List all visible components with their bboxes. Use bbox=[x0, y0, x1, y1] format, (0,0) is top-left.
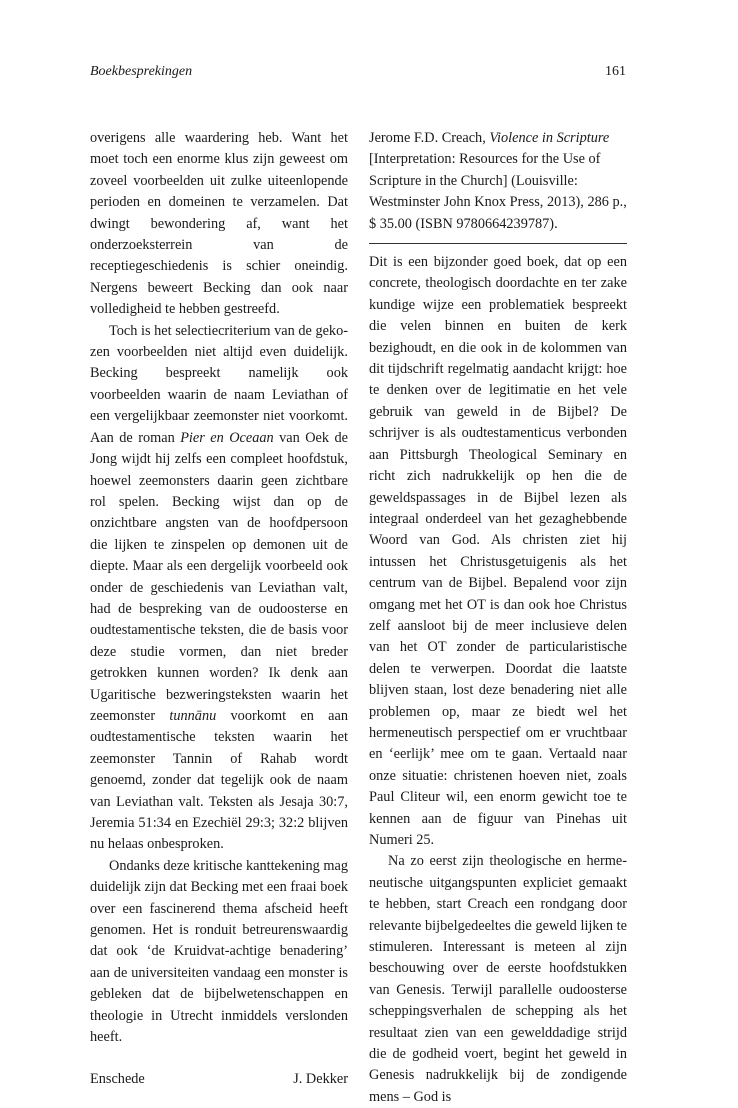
text-run: van Oek de Jong wijdt hij zelfs een compleet hoofdstuk, hoewel zeemonsters daarin geen zichtbare rol spelen. Becking wijst dan op de onzichtbare angsten van de hoofdpersoon die lijken te zinspelen op demonen uit de diepte. Maar als een dergelijk voorbeeld ook onder de geschiedenis van Leviathan valt, had de bespreking van de oudoosterse en oudtestamentische teksten, die de basis voor deze studie vormen, dan niet breder getrokken kunnen worden? Ik denk aan Ugaritische bezweringsteksten waarin het zeemonster bbox=[90, 429, 349, 724]
citation-details: [Interpretation: Resources for the Use of Scripture in the Church] (Louisville: Westminster John Knox Press, 2013), 286 p., $ 35.00 (ISBN 9780664239787). bbox=[369, 151, 627, 232]
section-title: Boekbesprekingen bbox=[90, 64, 193, 79]
term: tunnānu bbox=[169, 707, 217, 724]
reviewer: J. Dekker bbox=[293, 1071, 348, 1088]
citation-author: Jerome F.D. Creach, bbox=[369, 130, 490, 146]
paragraph: overigens alle waardering heb. Want het moet toch een enorme klus zijn geweest om zoveel voorbeelden uit zulke uiteenlopende perioden en domeinen te verzamelen. Dat dwingt bewondering af, want het onderzoeksterrein van de receptiegeschiedenis is schier oneindig. Nergens beweert Becking dan ook naar volledigheid te hebben gestreefd. bbox=[90, 130, 348, 318]
running-head bbox=[90, 64, 626, 80]
paragraph bbox=[90, 321, 348, 856]
text-run: voorkomt en aan oudtestamentische teksten waarin het zeemonster Tannin of Rahab wordt genoemd, zonder dat tegelijk ook de naam van Leviathan valt. Teksten als Jesaja 30:7, Jeremia 51:34 en Ezechiël 29:3; 32:2 blijven nu helaas onbesproken. bbox=[90, 707, 348, 853]
paragraph: Dit is een bijzonder goed boek, dat op een concrete, theologisch doordachte en ter zake kundige wijze een problematiek bespreekt die velen binnen en buiten de kerk bezighoudt, en die ook in de kolommen van dit tijdschrift regelmatig aandacht krijgt: hoe te denken over de legitimatie en het vele gebruik van geweld in de Bijbel? De schrijver is als oudtestamenticus verbonden aan Pittsburgh Theological Seminary en richt zich nadrukkelijk op hen die de geweldspassages in de Bijbel lezen als integraal onderdeel van het gezaghebbende Woord van God. Als christen ziet hij intussen het Christusgetuigenis als het centrum van de Bijbel. Bepalend voor zijn omgang met het OT is dan ook hoe Christus zelf aansloot bij de meer inclusieve delen van het OT zonder de particularistische delen te verwerpen. Doordat die laatste blijven staan, lost deze benadering niet alle problemen op, maar ze biedt wel het hermeneutisch perspectief om er vruchtbaar en ‘eerlijk’ mee om te gaan. Vertaald naar onze situatie: christenen hoeven niet, zoals Paul Cliteur wil, een enorm gewicht toe te kennen aan de figuur van Pinehas uit Numeri 25. bbox=[369, 254, 627, 848]
citation-title: Violence in Scripture bbox=[489, 130, 610, 146]
book-title: Pier en Oceaan bbox=[180, 429, 274, 446]
place: Enschede bbox=[90, 1071, 145, 1088]
paragraph: Ondanks deze kritische kanttekening mag duidelijk zijn dat Becking met een fraai boek over een fascinerend thema afscheid heeft genomen. Het is ronduit betreurenswaardig dat ook ‘de Kruidvat-achtige benadering’ aan de universiteiten vandaag een monster is gebleken dat de bijbelwetenschappen en theologie in Utrecht inmiddels verslonden heeft. bbox=[90, 857, 348, 1046]
left-column bbox=[90, 128, 348, 1091]
text-run: Toch is het selectiecriterium van de gekozen voorbeelden niet altijd even duidelijk. Becking bespreekt namelijk ook voorbeelden waarin de naam Leviathan of een vergelijkbaar zeemonster niet voorkomt. Aan de roman bbox=[90, 322, 348, 446]
page-number: 161 bbox=[605, 64, 626, 79]
signature bbox=[90, 1069, 348, 1090]
right-column bbox=[369, 128, 627, 1108]
paragraph: Na zo eerst zijn theologische en hermeneutische uitgangspunten expliciet gemaakt te hebben, start Creach een rondgang door relevante bijbelgedeeltes die geweld lijken te stimuleren. Interessant is meteen al zijn beschouwing over de eerste hoofdstukken van Genesis. Terwijl parallelle oudoosterse scheppingsverhalen de schepping als het resultaat zien van een gewelddadige strijd die de godheid voert, begint het geweld in Genesis nadrukkelijk bij de zondigende mens – God is bbox=[369, 853, 627, 1105]
book-citation bbox=[369, 128, 627, 235]
divider bbox=[369, 243, 627, 244]
